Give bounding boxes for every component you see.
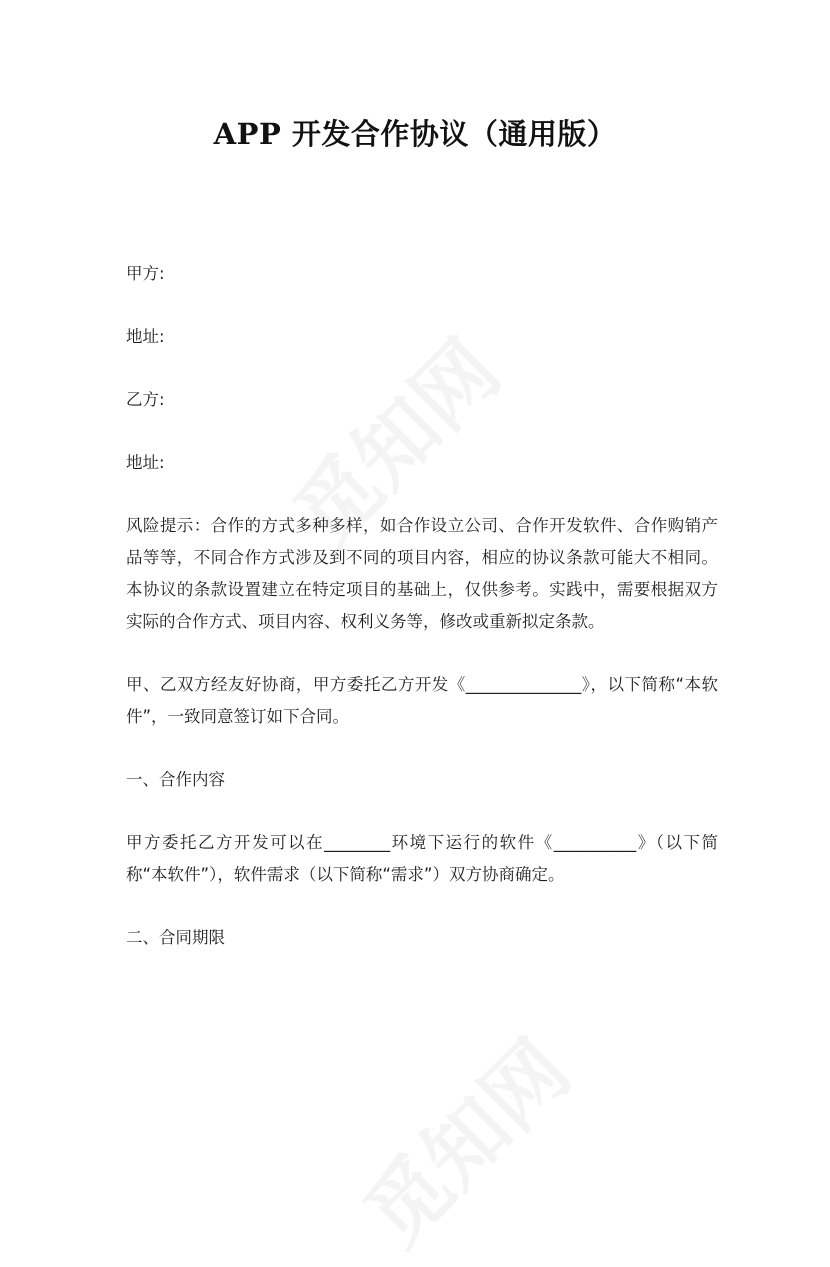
section-heading-cooperation: 一、合作内容 <box>126 770 225 789</box>
party-b-label: 乙方: <box>126 390 165 409</box>
document-title: APP 开发合作协议（通用版） <box>213 117 617 151</box>
party-b-address-label: 地址: <box>126 453 165 472</box>
party-a-address-label: 地址: <box>126 327 165 346</box>
section-heading-term: 二、合同期限 <box>126 928 225 947</box>
document-body <box>126 258 718 985</box>
cooperation-content-paragraph: 甲方委托乙方开发可以在________环境下运行的软件《__________》（以下简称“本软件”），软件需求（以下简称“需求”）双方协商确定。 <box>126 833 718 884</box>
party-a-label: 甲方: <box>126 264 165 283</box>
watermark <box>335 1010 592 1267</box>
risk-notice-paragraph: 风险提示：合作的方式多种多样，如合作设立公司、合作开发软件、合作购销产品等等，不同合作方式涉及到不同的项目内容，相应的协议条款可能大不相同。本协议的条款设置建立在特定项目的基础上，仅供参考。实践中，需要根据双方实际的合作方式、项目内容、权利义务等，修改或重新拟定条款。 <box>126 516 718 631</box>
preamble-paragraph: 甲、乙双方经友好协商，甲方委托乙方开发《______________》，以下简称“本软件”，一致同意签订如下合同。 <box>126 675 718 726</box>
